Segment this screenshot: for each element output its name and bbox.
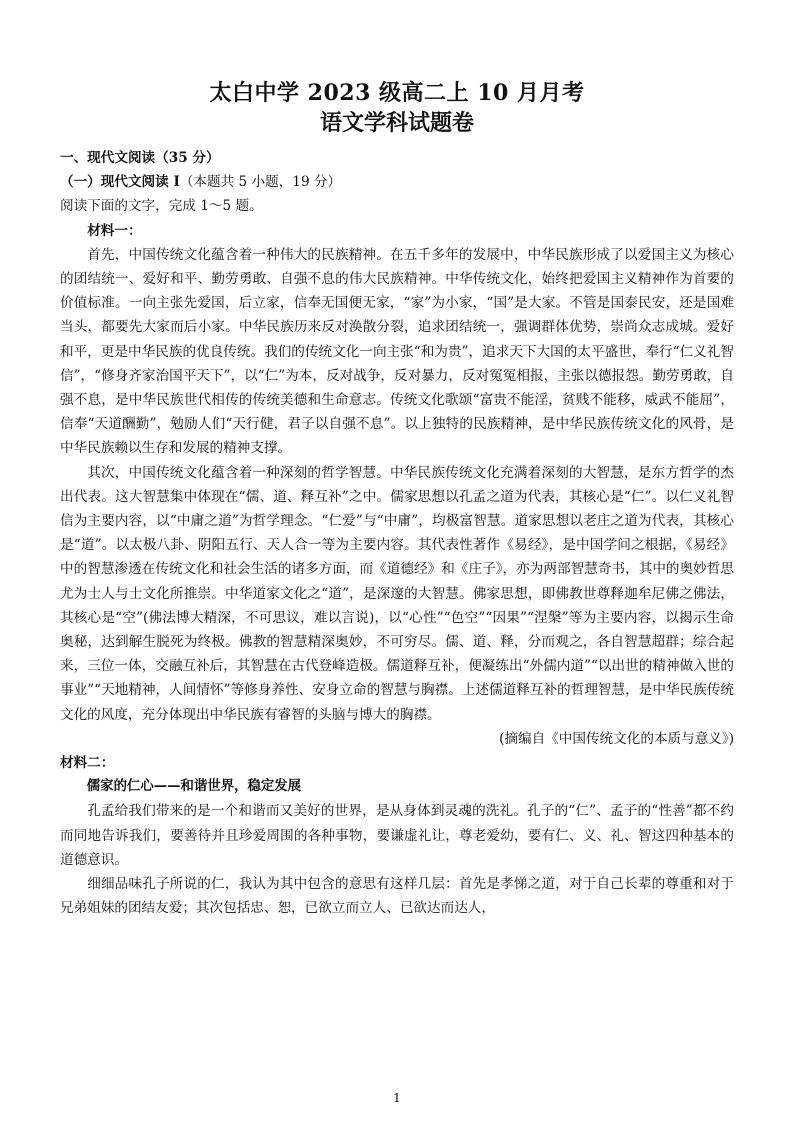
exam-title: 太白中学 2023 级高二上 10 月月考 (209, 80, 585, 106)
exam-page (60, 78, 734, 921)
material1-source: (摘编自《中国传统文化的本质与意义》) (499, 730, 734, 747)
material1-label: 材料一： (87, 222, 142, 239)
part-heading (60, 170, 734, 194)
material1-paragraph-1: 首先，中国传统文化蕴含着一种伟大的民族精神。在五千多年的发展中，中华民族形成了以爱国主义为核心的团结统一、爱好和平、勤劳勇敢、自强不息的伟大民族精神。中华传统文化，始终把爱国主义精神作为首要的价值标准。一向主张先爱国，后立家，信奉无国便无家，“家”为小家，“国”是大家。不管是国泰民安，还是国难当头，都要先大家而后小家。中华民族历来反对涣散分裂，追求团结统一，强调群体优势，崇尚众志成城。爱好和平，更是中华民族的优良传统。我们的传统文化一向主张“和为贵”，追求天下大国的太平盛世，奉行“仁义礼智信”，“修身齐家治国平天下”，以“仁”为本，反对战争，反对暴力，反对冤冤相报，主张以德报怨。勤劳勇敢，自强不息，是中华民族世代相传的传统美德和生命意志。传统文化歌颂“富贵不能淫，贫贱不能移，威武不能屈”，信奉“天道酬勤”，勉励人们“天行健，君子以自强不息”。以上独特的民族精神，是中华民族传统文化的风骨，是中华民族赖以生存和发展的精神支撑。 (60, 246, 734, 457)
part-heading-bold: （一）现代文阅读 I (60, 174, 180, 191)
material1-paragraph-2: 其次，中国传统文化蕴含着一种深刻的哲学智慧。中华民族传统文化充满着深刻的大智慧，是东方哲学的杰出代表。这大智慧集中体现在“儒、道、释互补”之中。儒家思想以孔孟之道为代表，其核心是“仁”。以仁义礼智信为主要内容，以“中庸之道”为哲学理念。“仁爱”与“中庸”，均极富智慧。道家思想以老庄之道为代表，其核心是“道”。以太极八卦、阴阳五行、天人合一等为主要内容。其代表性著作《易经》，是中国学问之根据，《易经》中的智慧渗透在传统文化和社会生活的诸多方面，而《道德经》和《庄子》，亦为两部智慧奇书，其中的奥妙哲思尤为士人与士文化所推崇。中华道家文化之“道”，是深邃的大智慧。佛家思想，即佛教世尊释迦牟尼佛之佛法，其核心是“空”(佛法博大精深，不可思议，难以言说)，以“心性”“色空”“因果”“涅槃”等为主要内容，以揭示生命奥秘，达到解生脱死为终极。佛教的智慧精深奥妙，不可穷尽。儒、道、释，分而观之，各自智慧超群；综合起来，三位一体，交融互补后，其智慧在古代登峰造极。儒道释互补，便凝练出“外儒内道”“以出世的精神做入世的事业”“天地精神，人间情怀”等修身养性、安身立命的智慧与胸襟。上述儒道释互补的哲理智慧，是中华民族传统文化的风度，充分体现出中华民族有睿智的头脑与博大的胸襟。 (60, 464, 734, 723)
material2-paragraph-1: 孔孟给我们带来的是一个和谐而又美好的世界，是从身体到灵魂的洗礼。孔子的“仁”、孟子的“性善”都不约而同地告诉我们，要善待并且珍爱周围的各种事物，要谦虚礼让，尊老爱幼，要有仁、义、礼、智这四种基本的道德意识。 (60, 803, 734, 868)
reading-instruction: 阅读下面的文字，完成 1～5 题。 (60, 198, 263, 215)
material2-heading: 儒家的仁心——和谐世界，稳定发展 (86, 779, 302, 795)
section-heading: 一、现代文阅读（35 分） (60, 150, 220, 166)
part-heading-rest: （本题共 5 小题，19 分） (179, 174, 342, 191)
exam-subtitle: 语文学科试题卷 (319, 110, 474, 136)
material2-paragraph-2: 细细品味孔子所说的仁，我认为其中包含的意思有这样几层：首先是孝悌之道，对于自己长辈的尊重和对于兄弟姐妹的团结友爱；其次包括忠、恕，已欲立而立人、已欲达而达人， (60, 876, 734, 917)
material2-label: 材料二： (60, 755, 115, 772)
page-number: 1 (393, 1091, 401, 1105)
